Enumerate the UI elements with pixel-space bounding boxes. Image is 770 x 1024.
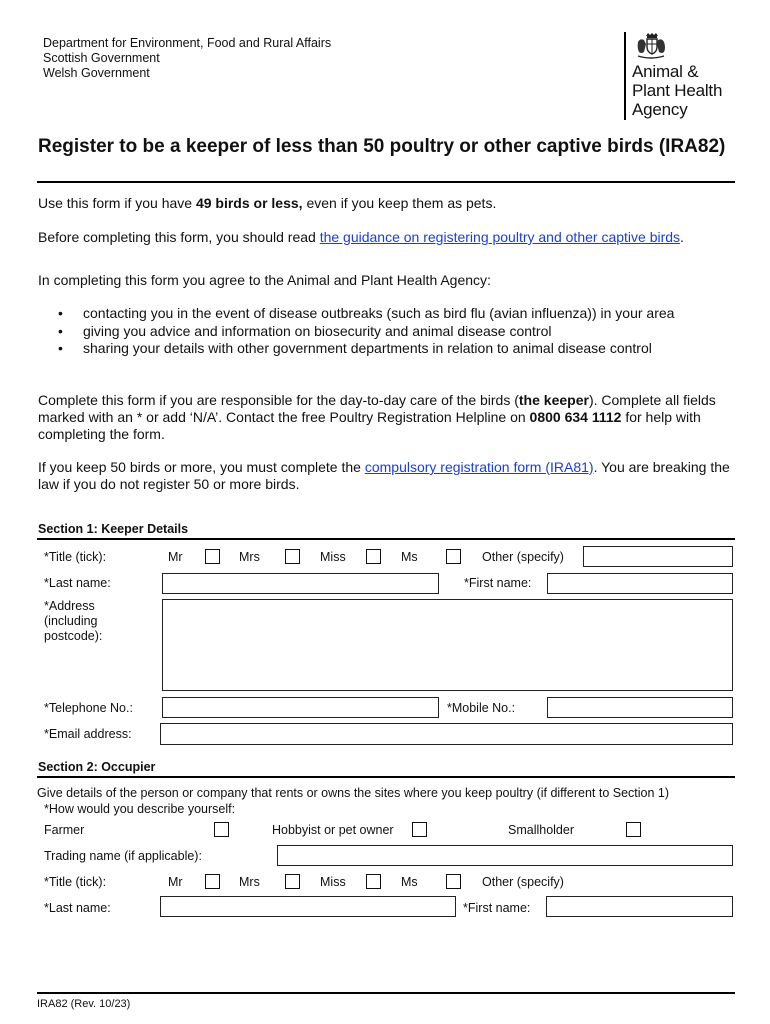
describe-option-smallholder-label: Smallholder xyxy=(508,823,575,837)
describe-option-hobbyist-label: Hobbyist or pet owner xyxy=(272,823,394,837)
intro-paragraph-4 xyxy=(38,392,738,443)
intro-paragraph-5 xyxy=(38,459,738,493)
text: for help with completing the form. xyxy=(38,409,701,442)
helpline-number: 0800 634 1112 xyxy=(529,409,622,425)
mobile-input[interactable] xyxy=(547,697,733,718)
first-name-input[interactable] xyxy=(547,573,733,594)
occupier-title-ms-checkbox[interactable] xyxy=(446,874,461,889)
text: If you keep 50 birds or more, you must complete the xyxy=(38,459,365,475)
occupier-first-name-input[interactable] xyxy=(546,896,733,917)
department-line: Department for Environment, Food and Rural Affairs xyxy=(43,36,332,50)
trading-name-input[interactable] xyxy=(277,845,733,866)
form-title: Register to be a keeper of less than 50 poultry or other captive birds (IRA82) xyxy=(38,136,726,157)
section-2-heading: Section 2: Occupier xyxy=(38,760,156,774)
title-miss-checkbox[interactable] xyxy=(366,549,381,564)
royal-coat-of-arms-icon xyxy=(634,32,668,60)
section-1-divider xyxy=(37,538,735,540)
occupier-title-ms-label: Ms xyxy=(401,875,418,889)
telephone-input[interactable] xyxy=(162,697,439,718)
occupier-title-other-label: Other (specify) xyxy=(482,875,564,889)
intro-paragraph-3: In completing this form you agree to the Animal and Plant Health Agency: xyxy=(38,272,491,288)
occupier-title-mrs-label: Mrs xyxy=(239,875,260,889)
text: Use this form if you have xyxy=(38,195,196,211)
address-label: *Address (including postcode): xyxy=(44,599,103,643)
last-name-input[interactable] xyxy=(162,573,439,594)
title-other-input[interactable] xyxy=(583,546,733,567)
section-2-divider xyxy=(37,776,735,778)
list-item: • sharing your details with other government departments in relation to animal disease control xyxy=(58,340,738,358)
title-option-mr-label: Mr xyxy=(168,550,183,564)
occupier-title-mr-label: Mr xyxy=(168,875,183,889)
occupier-last-name-input[interactable] xyxy=(160,896,456,917)
mobile-label: *Mobile No.: xyxy=(447,701,516,715)
title-option-ms-label: Ms xyxy=(401,550,418,564)
trading-name-label: Trading name (if applicable): xyxy=(44,849,202,863)
agency-logo-text xyxy=(632,62,722,119)
title-label: *Title (tick): xyxy=(44,550,107,564)
last-name-label: *Last name: xyxy=(44,576,111,590)
list-item: • giving you advice and information on biosecurity and animal disease control xyxy=(58,323,738,341)
text: . xyxy=(680,229,684,245)
agency-line: Agency xyxy=(632,100,688,119)
email-label: *Email address: xyxy=(44,727,132,741)
title-option-miss-label: Miss xyxy=(320,550,346,564)
describe-option-farmer-label: Farmer xyxy=(44,823,85,837)
occupier-first-name-label: *First name: xyxy=(463,901,531,915)
describe-yourself-label: *How would you describe yourself: xyxy=(44,802,236,816)
agency-line: Plant Health xyxy=(632,81,723,100)
occupier-title-label: *Title (tick): xyxy=(44,875,107,889)
ira81-form-link[interactable]: compulsory registration form (IRA81) xyxy=(364,459,594,475)
occupier-title-mr-checkbox[interactable] xyxy=(205,874,220,889)
email-input[interactable] xyxy=(160,723,733,745)
department-list xyxy=(43,36,331,81)
department-line: Scottish Government xyxy=(43,51,160,65)
title-mr-checkbox[interactable] xyxy=(205,549,220,564)
intro-paragraph-1 xyxy=(38,195,738,212)
intro-paragraph-2 xyxy=(38,229,738,246)
title-ms-checkbox[interactable] xyxy=(446,549,461,564)
agency-line: Animal & xyxy=(632,62,699,81)
address-textarea[interactable] xyxy=(162,599,733,691)
text: . You are breaking the law if you do not register 50 or more birds. xyxy=(38,459,730,492)
text-bold: the keeper xyxy=(518,392,589,408)
title-option-other-label: Other (specify) xyxy=(482,550,564,564)
occupier-title-miss-label: Miss xyxy=(320,875,346,889)
occupier-last-name-label: *Last name: xyxy=(44,901,111,915)
hobbyist-checkbox[interactable] xyxy=(412,822,427,837)
telephone-label: *Telephone No.: xyxy=(44,701,133,715)
section-1-heading: Section 1: Keeper Details xyxy=(38,522,189,536)
title-divider xyxy=(37,181,735,183)
footer-divider xyxy=(37,992,735,994)
text: ). Complete all fields marked with an * or add ‘N/A’. Contact the free Poultry Registration Helpline on xyxy=(38,392,716,425)
text: Before completing this form, you should read xyxy=(38,229,320,245)
logo-divider xyxy=(624,32,626,120)
occupier-description: Give details of the person or company that rents or owns the sites where you keep poultry (if different to Section 1) xyxy=(37,786,670,800)
smallholder-checkbox[interactable] xyxy=(626,822,641,837)
form-revision: IRA82 (Rev. 10/23) xyxy=(37,998,131,1010)
title-option-mrs-label: Mrs xyxy=(239,550,260,564)
occupier-title-miss-checkbox[interactable] xyxy=(366,874,381,889)
text: Complete this form if you are responsible for the day-to-day care of the birds ( xyxy=(38,392,519,408)
department-line: Welsh Government xyxy=(43,66,150,80)
farmer-checkbox[interactable] xyxy=(214,822,229,837)
guidance-link[interactable]: the guidance on registering poultry and other captive birds xyxy=(319,229,681,245)
list-item: • contacting you in the event of disease outbreaks (such as bird flu (avian influenza)) in your area xyxy=(58,305,738,323)
first-name-label: *First name: xyxy=(464,576,532,590)
text-bold: 49 birds or less, xyxy=(195,195,303,211)
agreement-list xyxy=(58,305,738,358)
text: even if you keep them as pets. xyxy=(302,195,497,211)
title-mrs-checkbox[interactable] xyxy=(285,549,300,564)
occupier-title-mrs-checkbox[interactable] xyxy=(285,874,300,889)
